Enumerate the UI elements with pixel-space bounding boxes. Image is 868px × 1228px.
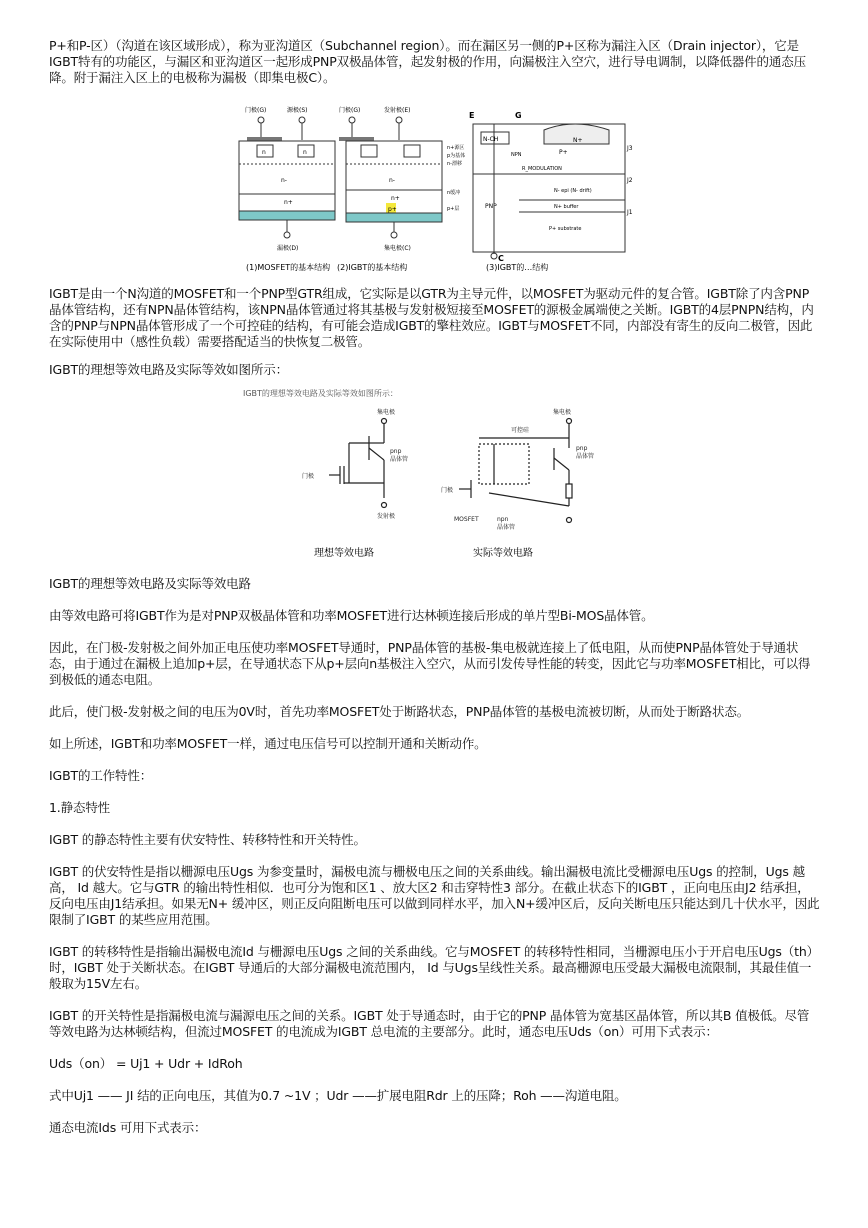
label-G: G	[515, 111, 522, 120]
caption-igbt: (2)IGBT的基本结构	[337, 263, 408, 272]
label-j3: J3	[627, 145, 633, 152]
paragraph-8: IGBT的工作特性：	[49, 768, 153, 783]
label-p-substrate: P+ substrate	[549, 226, 582, 232]
paragraph-15: 式中Uj1 —— JI 结的正向电压，其值为0.7 ~1V ；Udr ——扩展电阻Rdr 上的压降；Roh ——沟道电阻。	[49, 1088, 627, 1103]
npn-label: npn	[497, 516, 509, 523]
igbt-detailed-structure	[469, 111, 633, 263]
label-rmod: R_MODULATION	[522, 166, 562, 172]
paragraph-2: IGBT的理想等效电路及实际等效如图所示：	[49, 362, 288, 377]
mosfet-drain-label: 漏极(D)	[277, 245, 299, 252]
equivalent-circuit-figure	[49, 388, 821, 562]
scr-label: 可控硅	[511, 427, 530, 434]
document-page	[49, 38, 821, 1136]
paragraph-6: 此后，使门极-发射极之间的电压为0V时，首先功率MOSFET处于断路状态，PNP晶体管的基极电流被切断，从而处于断路状态。	[49, 704, 750, 719]
caption-actual: 实际等效电路	[473, 548, 533, 559]
igbt-basic-structure	[339, 106, 465, 252]
paragraph-7: 如上所述，IGBT和功率MOSFET一样，通过电压信号可以控制开通和关断动作。	[49, 736, 487, 751]
label-p-plus-layer: p+层	[447, 206, 460, 212]
paragraph-4: 由等效电路可将IGBT作为是对PNP双极晶体管和功率MOSFET进行达林顿连接后形成的单片型Bi-MOS晶体管。	[49, 608, 654, 623]
mosfet-n-plus: n+	[284, 199, 293, 206]
formula-uds: Uds（on） = Uj1 + Udr + IdRoh	[49, 1056, 243, 1071]
paragraph-12: IGBT 的转移特性是指输出漏极电流Id 与栅源电压Ugs 之间的关系曲线。它与MOSFET 的转移特性相同，当栅源电压小于开启电压Ugs（th）时，IGBT 处于关断状态。在IGBT 导通后的大部分漏极电流范围内， Id 与Ugs呈线性关系。最高栅源电压受最大漏极电流限制，其最佳值一般取为15V左右。	[49, 944, 819, 991]
ideal-circuit	[302, 408, 408, 520]
label-pnp: PNP	[485, 203, 497, 210]
paragraph-5: 因此，在门极-发射极之间外加正电压使功率MOSFET导通时，PNP晶体管的基极-集电极就连接上了低电阻，从而使PNP晶体管处于导通状态，由于通过在漏极上追加p+层，在导通状态下从p+层向n基极注入空穴，从而引发传导性能的转变，因此它与功率MOSFET相比，可以得到极低的通态电阻。	[49, 640, 811, 687]
ideal-pnp-label: pnp	[390, 448, 402, 455]
igbt-p-plus: p+	[388, 206, 397, 213]
label-n-plus-region: n+源区	[447, 145, 465, 151]
actual-pnp-label: pnp	[576, 445, 588, 452]
igbt-n-minus: n-	[389, 177, 395, 184]
mosfet-label: MOSFET	[454, 516, 479, 523]
ideal-collector-label: 集电极	[377, 409, 396, 416]
label-j1: J1	[627, 209, 633, 216]
paragraph-13: IGBT 的开关特性是指漏极电流与漏源电压之间的关系。IGBT 处于导通态时，由于它的PNP 晶体管为宽基区晶体管，所以其B 值极低。尽管等效电路为达林顿结构，但流过MOSFET 的电流成为IGBT 总电流的主要部分。此时，通态电压Uds（on）可用下式表示：	[49, 1008, 810, 1039]
npn-sub: 晶体管	[497, 524, 516, 531]
mosfet-n-right: n	[303, 149, 307, 156]
ideal-gate-label: 门极	[302, 473, 315, 480]
igbt-n-plus: n+	[391, 195, 400, 202]
equivalent-circuit-diagram	[49, 388, 821, 562]
igbt-structure-diagram	[49, 104, 821, 274]
caption-igbt-detail: (3)IGBT的…结构	[486, 263, 549, 272]
ideal-pnp-sub: 晶体管	[390, 456, 409, 463]
actual-pnp-sub: 晶体管	[576, 453, 595, 460]
mosfet-structure	[239, 106, 335, 252]
mosfet-n-minus: n-	[281, 177, 287, 184]
label-n-ch: N-CH	[483, 136, 499, 143]
label-p-body: p为基体	[447, 153, 466, 159]
intro-paragraph: P+和P-区）（沟道在该区域形成），称为亚沟道区（Subchannel region）。而在漏区另一侧的P+区称为漏注入区（Drain injector），它是IGBT特有的功能区，与漏区和亚沟道区一起形成PNP双极晶体管，起发射极的作用，向漏极注入空穴，进行导电调制，以降低器件的通态压降。附于漏注入区上的电极称为漏极（即集电极C）。	[49, 38, 806, 85]
paragraph-16: 通态电流Ids 可用下式表示：	[49, 1120, 207, 1135]
mosfet-gate-label: 门极(G)	[245, 107, 267, 114]
label-n-buffer: n缓冲	[447, 190, 461, 196]
paragraph-10: IGBT 的静态特性主要有伏安特性、转移特性和开关特性。	[49, 832, 366, 847]
label-n-cell: N+	[573, 137, 583, 144]
ideal-emitter-label: 发射极	[377, 513, 396, 520]
label-n-drift: n-漂移	[447, 161, 462, 167]
paragraph-3: IGBT的理想等效电路及实际等效电路	[49, 576, 251, 591]
paragraph-1: IGBT是由一个N沟道的MOSFET和一个PNP型GTR组成，它实际是以GTR为主导元件，以MOSFET为驱动元件的复合管。IGBT除了内含PNP晶体管结构，还有NPN晶体管结构，该NPN晶体管通过将其基极与发射极短接至MOSFET的源极金属端使之关断。IGBT的4层PNPN结构，内含的PNP与NPN晶体管形成了一个可控硅的结构，有可能会造成IGBT的擎柱效应。IGBT与MOSFET不同，内部没有寄生的反向二极管，因此在实际使用中（感性负载）需要搭配适当的快恢复二极管。	[49, 286, 814, 349]
caption-mosfet: (1)MOSFET的基本结构	[246, 263, 331, 272]
mosfet-source-label: 源极(S)	[287, 107, 308, 114]
label-E: E	[469, 111, 475, 120]
label-n-epi: N- epi (N- drift)	[554, 188, 592, 194]
igbt-gate-label: 门极(G)	[339, 107, 361, 114]
label-npn: NPN	[511, 152, 522, 158]
label-C: C	[498, 254, 504, 263]
figure2-header: IGBT的理想等效电路及实际等效如图所示：	[243, 389, 398, 398]
igbt-collector-label: 集电极(C)	[384, 245, 411, 252]
paragraph-9: 1.静态特性	[49, 800, 111, 815]
actual-circuit	[441, 408, 594, 531]
actual-gate-label: 门极	[441, 487, 454, 494]
label-j2: J2	[627, 177, 633, 184]
igbt-emitter-label: 发射极(E)	[384, 107, 411, 114]
paragraph-11: IGBT 的伏安特性是指以栅源电压Ugs 为参变量时，漏极电流与栅极电压之间的关系曲线。输出漏极电流比受栅源电压Ugs 的控制，Ugs 越高， Id 越大。它与GTR 的输出特性相似．也可分为饱和区1 、放大区2 和击穿特性3 部分。在截止状态下的IGBT ，正向电压由J2 结承担，反向电压由J1结承担。如果无N+ 缓冲区，则正反向阻断电压可以做到同样水平，加入N+缓冲区后，反向关断电压只能达到几十伏水平，因此限制了IGBT 的某些应用范围。	[49, 864, 820, 927]
igbt-structure-figure	[49, 104, 821, 274]
label-p-cell: P+	[559, 149, 568, 156]
caption-ideal: 理想等效电路	[314, 548, 374, 559]
actual-collector-label: 集电极	[553, 409, 572, 416]
label-n-buffer-en: N+ buffer	[554, 204, 579, 210]
mosfet-n-left: n	[262, 149, 266, 156]
